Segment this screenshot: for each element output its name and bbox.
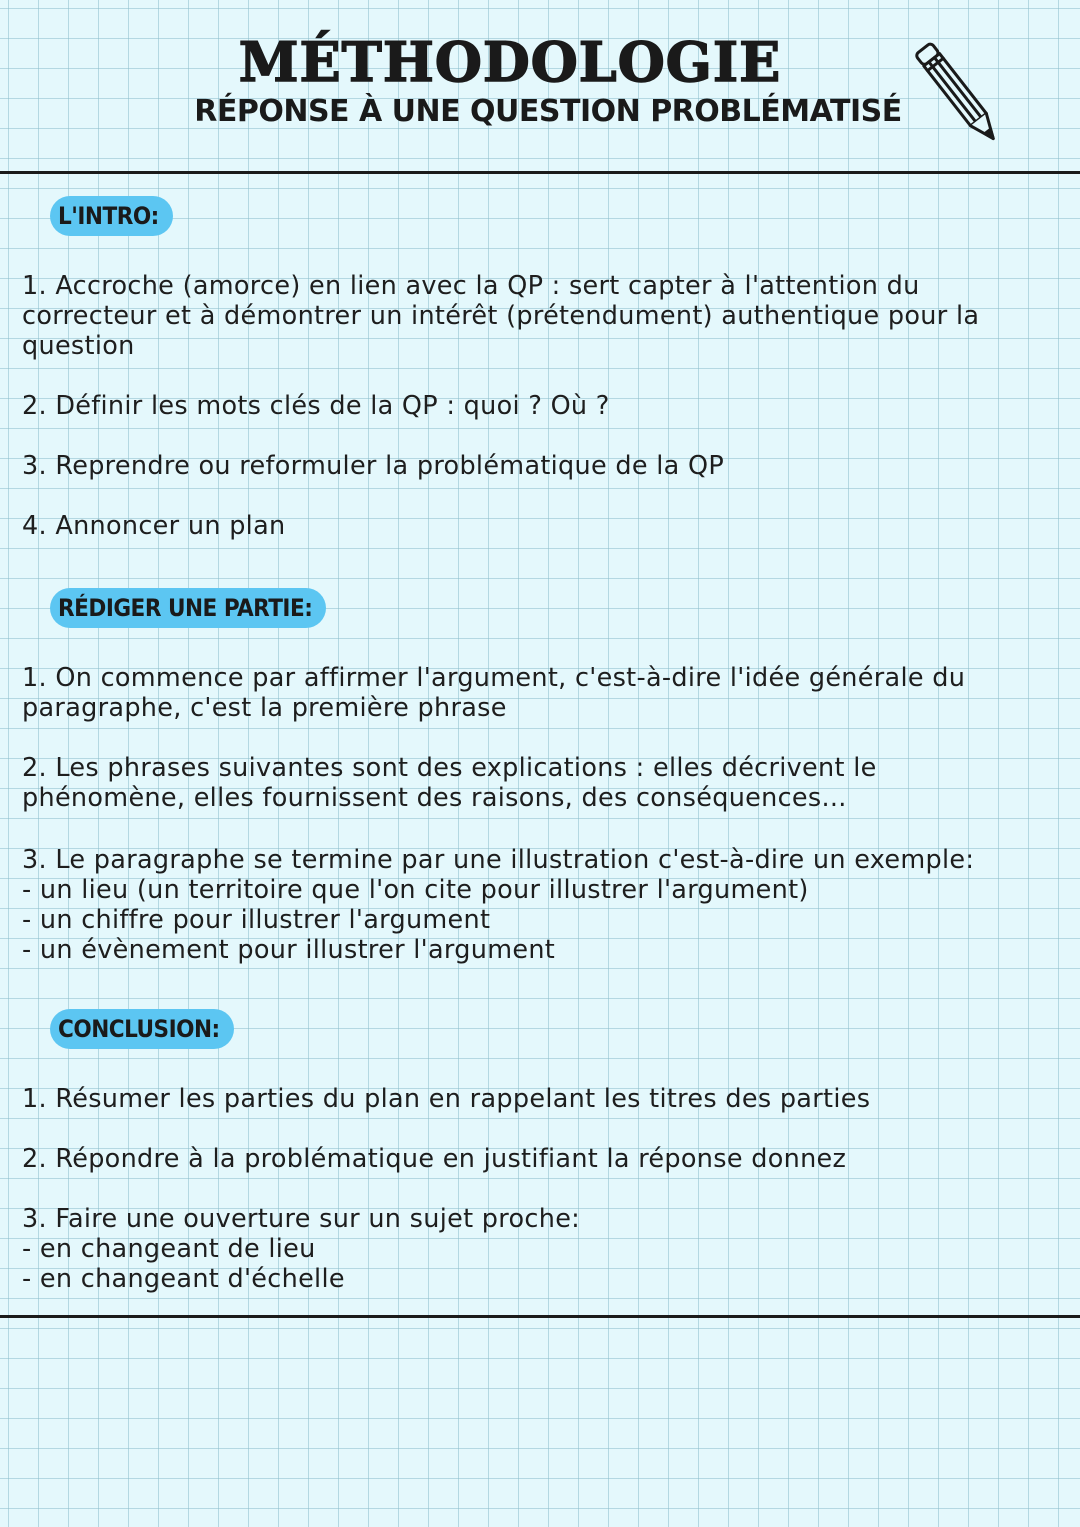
list-item: 1. Résumer les parties du plan en rappelant les titres des parties [22,1084,871,1114]
list-item: 3. Reprendre ou reformuler la problématique de la QP [22,451,725,481]
section-heading-conclusion: CONCLUSION: [50,1009,234,1049]
list-item: 3. Faire une ouverture sur un sujet proche: - en changeant de lieu - en changeant d'échelle [22,1204,581,1294]
list-item: 4. Annoncer un plan [22,511,286,541]
top-divider [0,171,1080,174]
list-item: 3. Le paragraphe se termine par une illustration c'est-à-dire un exemple: - un lieu (un territoire que l'on cite pour illustrer l'argument) - un chiffre pour illustrer l'argument - un évènement pour illustrer l'argument [22,845,975,965]
section-heading-partie: RÉDIGER UNE PARTIE: [50,588,326,628]
section-heading-intro: L'INTRO: [50,196,173,236]
list-item: 2. Répondre à la problématique en justifiant la réponse donnez [22,1144,847,1174]
bottom-divider [0,1315,1080,1318]
header [0,0,1080,170]
pencil-icon [912,40,1008,152]
page-title: MÉTHODOLOGIE [238,30,782,94]
list-item: 2. Les phrases suivantes sont des explications : elles décrivent le phénomène, elles fournissent des raisons, des conséquences... [22,753,877,813]
list-item: 1. On commence par affirmer l'argument, c'est-à-dire l'idée générale du paragraphe, c'est la première phrase [22,663,966,723]
page-subtitle: RÉPONSE À UNE QUESTION PROBLÉMATISÉ [194,94,902,129]
list-item: 2. Définir les mots clés de la QP : quoi ? Où ? [22,391,610,421]
list-item: 1. Accroche (amorce) en lien avec la QP : sert capter à l'attention du correcteur et à démontrer un intérêt (prétendument) authentique pour la question [22,271,980,361]
